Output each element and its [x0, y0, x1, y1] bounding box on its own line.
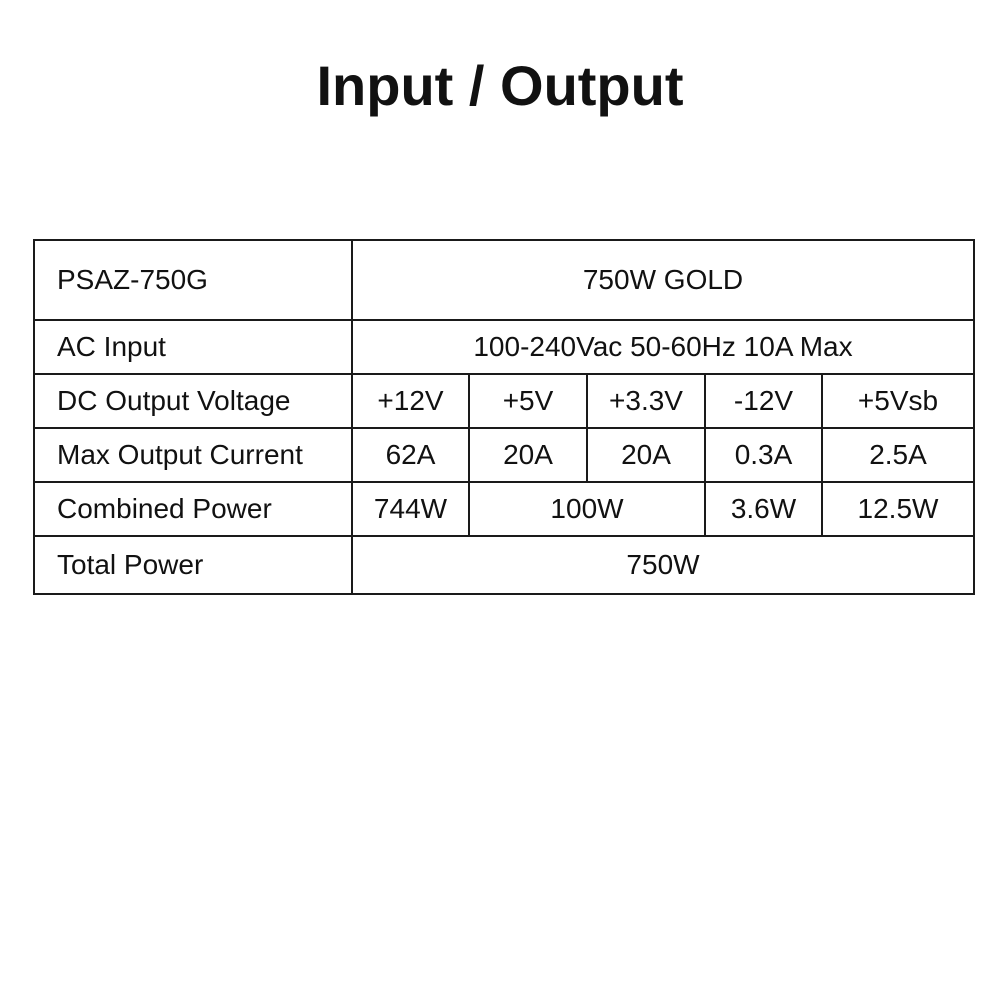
page-title: Input / Output [316, 54, 684, 117]
max-current-12v: 62A [352, 428, 469, 482]
dc-voltage-5vsb: +5Vsb [822, 374, 974, 428]
combined-power-12v: 744W [352, 482, 469, 536]
dc-voltage-12v: +12V [352, 374, 469, 428]
combined-power-5v-3v3: 100W [469, 482, 705, 536]
table-row-total-power [34, 536, 974, 594]
combined-power-5vsb: 12.5W [822, 482, 974, 536]
dc-voltage-3v3: +3.3V [587, 374, 705, 428]
total-power-value: 750W [352, 536, 974, 594]
total-power-label: Total Power [34, 536, 352, 594]
combined-power-label: Combined Power [34, 482, 352, 536]
ac-input-value: 100-240Vac 50-60Hz 10A Max [352, 320, 974, 374]
table-row-combined-power [34, 482, 974, 536]
max-current-5v: 20A [469, 428, 587, 482]
dc-voltage-neg12v: -12V [705, 374, 822, 428]
max-current-label: Max Output Current [34, 428, 352, 482]
table-row-model [34, 240, 974, 320]
model-label: PSAZ-750G [34, 240, 352, 320]
max-current-neg12v: 0.3A [705, 428, 822, 482]
table-row-max-current [34, 428, 974, 482]
max-current-5vsb: 2.5A [822, 428, 974, 482]
table-row-ac-input [34, 320, 974, 374]
dc-voltage-5v: +5V [469, 374, 587, 428]
spec-table [33, 239, 975, 595]
combined-power-neg12v: 3.6W [705, 482, 822, 536]
dc-voltage-label: DC Output Voltage [34, 374, 352, 428]
model-value: 750W GOLD [352, 240, 974, 320]
ac-input-label: AC Input [34, 320, 352, 374]
table-row-dc-voltage [34, 374, 974, 428]
max-current-3v3: 20A [587, 428, 705, 482]
